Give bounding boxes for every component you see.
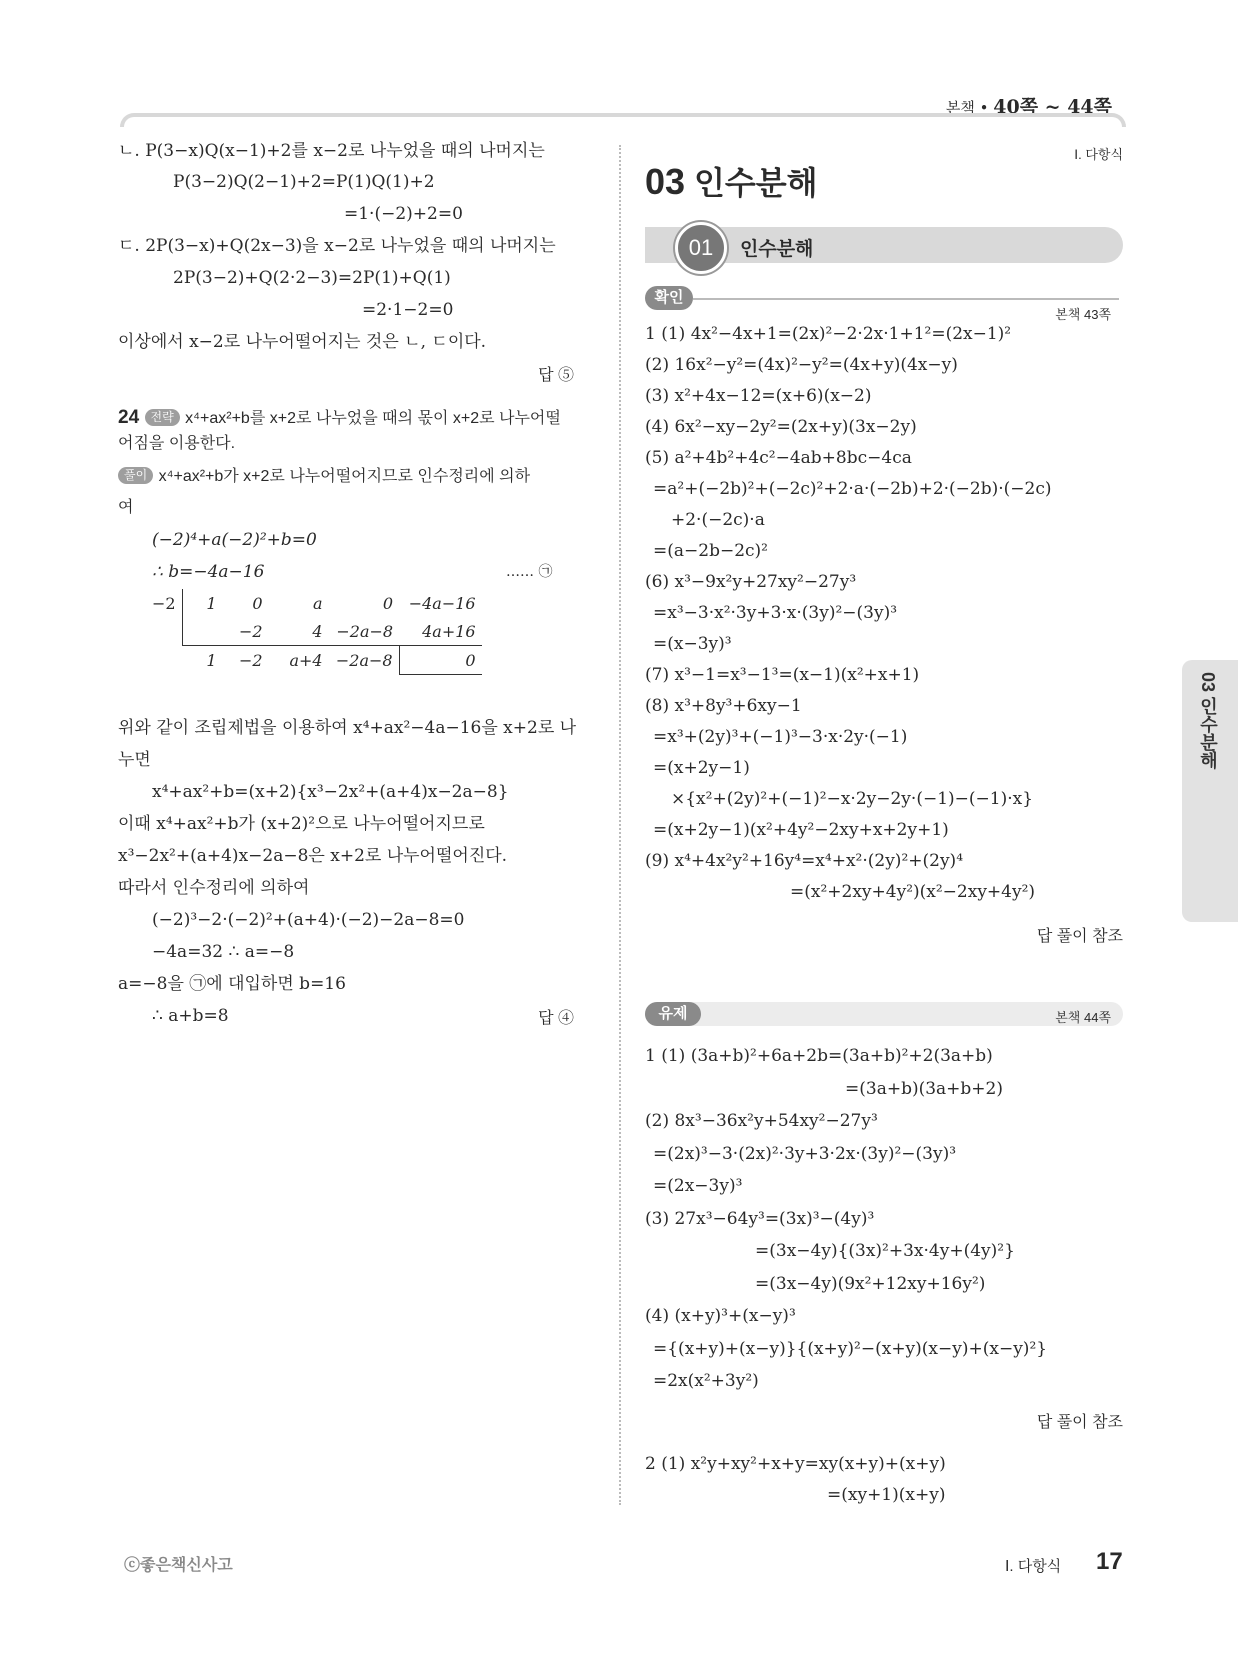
book-ref-label: 본책 [945,99,975,117]
solution-line: =1·(−2)+2=0 [344,204,463,224]
synth-cell: −2 [223,617,269,646]
synth-cell: a [313,593,323,613]
solution-line: =(x−3y)³ [653,634,732,654]
solution-line: (6) x³−9x²y+27xy²−27y³ [645,572,857,592]
solution-line: 이때 x⁴+ax²+b가 (x+2)²으로 나누어떨어지므로 [118,814,485,834]
solution-line: 1 (1) 4x²−4x+1=(2x)²−2·2x·1+1²=(2x−1)² [645,324,1012,344]
solution-line: ㄷ. 2P(3−x)+Q(2x−3)을 x−2로 나누었을 때의 나머지는 [118,236,556,256]
solution-line: 누면 [118,750,151,770]
top-frame-line [120,113,1126,127]
example-bar [645,1002,1123,1026]
solution-line: =(x+2y−1)(x²+4y²−2xy+x+2y+1) [653,820,949,840]
solution-line: =x³+(2y)³+(−1)³−3·x·2y·(−1) [653,727,908,747]
synthetic-division [146,589,482,675]
solution-line: =2x(x²+3y²) [653,1371,759,1391]
equation-mark: …… ㉠ [506,564,553,580]
solution-line: ={(x+y)+(x−y)}{(x+y)²−(x+y)(x−y)+(x−y)²} [653,1338,1048,1359]
solution-line: (3) 27x³−64y³=(3x)³−(4y)³ [645,1208,875,1229]
divisor-cell [146,617,182,646]
synth-cell: 0 [382,593,394,613]
side-tab-label: 03 인수분해 [1198,672,1218,770]
check-ref: 본책 43쪽 [1055,307,1111,322]
hint-text: x⁴+ax²+b를 x+2로 나누었을 때의 몫이 x+2로 나누어떨 [185,410,561,427]
solution-text: x⁴+ax²+b가 x+2로 나누어떨어지므로 인수정리에 의하 [158,468,531,485]
solution-line: 이상에서 x−2로 나누어떨어지는 것은 ㄴ, ㄷ이다. [118,332,487,352]
divisor-cell: −2 [146,589,182,617]
solution-line: =(3a+b)(3a+b+2) [845,1078,1003,1099]
solution-line: (4) 6x²−xy−2y²=(2x+y)(3x−2y) [645,417,917,437]
publisher-logo: ⓒ좋은책신사고 [124,1557,233,1574]
synth-cell: −2 [239,650,263,670]
solution-line: 2P(3−2)+Q(2·2−3)=2P(1)+Q(1) [173,268,451,288]
solution-line: 위와 같이 조립제법을 이용하여 x⁴+ax²−4a−16을 x+2로 나 [118,718,577,738]
hint-text-cont: 어짐을 이용한다. [118,435,236,452]
solution-intro [118,465,530,488]
solution-line: =(2x)³−3·(2x)²·3y+3·2x·(3y)²−(3y)³ [653,1143,957,1164]
chapter-label: Ⅰ. 다항식 [1074,147,1123,162]
example-ref: 본책 44쪽 [1055,1010,1111,1025]
synth-cell: 4 [269,617,329,646]
page-range: 40쪽 ~ 44쪽 [993,96,1112,118]
solution-badge: 풀이 [118,467,153,484]
solution-line: x³−2x²+(a+4)x−2a−8은 x+2로 나누어떨어진다. [118,846,508,866]
page-number: 17 [1096,1548,1123,1575]
check-rule [693,298,1119,300]
solution-line: (3) x²+4x−12=(x+6)(x−2) [645,386,872,406]
solution-line: =x³−3·x²·3y+3·x·(3y)²−(3y)³ [653,603,898,623]
solution-line: ㄴ. P(3−x)Q(x−1)+2를 x−2로 나누었을 때의 나머지는 [118,141,545,161]
synth-cell: 0 [252,593,263,613]
solution-line: =(x+2y−1) [653,758,750,778]
separator: • [974,99,994,117]
solution-line: =(x²+2xy+4y²)(x²−2xy+4y²) [790,882,1036,902]
solution-line: (4) (x+y)³+(x−y)³ [645,1306,796,1326]
synth-cell [182,617,223,646]
solution-text-cont: 여 [118,499,134,516]
equation: (−2)⁴+a(−2)²+b=0 [152,530,317,550]
solution-line: (9) x⁴+4x²y²+16y⁴=x⁴+x²·(2y)²+(2y)⁴ [645,851,964,871]
solution-line: a=−8을 ㉠에 대입하면 b=16 [118,974,346,994]
divisor-cell [146,646,182,675]
solution-line: =(xy+1)(x+y) [827,1485,946,1505]
synth-cell: a+4 [289,650,323,670]
footer-chapter: Ⅰ. 다항식 [1005,1558,1062,1575]
solution-line: P(3−2)Q(2−1)+2=P(1)Q(1)+2 [173,172,435,192]
solution-line: =(3x−4y)(9x²+12xy+16y²) [755,1273,986,1294]
solution-line: =(3x−4y){(3x)²+3x·4y+(4y)²} [755,1241,1015,1261]
solution-line: (5) a²+4b²+4c²−4ab+8bc−4ca [645,448,912,468]
chapter-name: 인수분해 [693,165,818,201]
section-title: 인수분해 [740,239,814,260]
synth-cell: −2a−8 [329,617,400,646]
example-label: 유제 [645,1002,701,1026]
chapter-title [645,158,818,204]
answer-4: 답 ④ [538,1010,574,1027]
solution-line: (2) 16x²−y²=(4x)²−y²=(4x+y)(4x−y) [645,355,958,375]
synth-cell: 1 [206,593,217,613]
solution-line: −4a=32 ∴ a=−8 [152,942,295,962]
solution-line: =2·1−2=0 [362,300,454,320]
solution-line: =(a−2b−2c)² [653,541,768,561]
solution-line: ∴ a+b=8 [152,1006,229,1026]
synth-cell: 0 [399,646,482,675]
q24-hint-line [118,407,561,430]
synth-cell: 4a+16 [399,617,482,646]
synth-cell: −4a−16 [408,593,476,613]
solution-line: (−2)³−2·(−2)²+(a+4)·(−2)−2a−8=0 [152,910,465,930]
chapter-number: 03 [645,161,686,202]
solution-line: =(2x−3y)³ [653,1176,743,1196]
column-divider [619,145,621,1505]
solution-line: (7) x³−1=x³−1³=(x−1)(x²+x+1) [645,665,920,685]
check-label: 확인 [645,286,693,310]
equation: ∴ b=−4a−16 [152,562,265,582]
solution-line: x⁴+ax²+b=(x+2){x³−2x²+(a+4)x−2a−8} [152,782,509,802]
synth-cell: −2a−8 [335,650,393,670]
example-answer: 답 풀이 참조 [1036,1414,1123,1431]
check-answer: 답 풀이 참조 [1036,928,1123,945]
answer-5: 답 ⑤ [538,367,574,384]
solution-line: =a²+(−2b)²+(−2c)²+2·a·(−2b)+2·(−2b)·(−2c) [653,479,1052,499]
section-number: 01 [675,222,727,274]
synth-cell: 1 [206,650,217,670]
solution-line: 따라서 인수정리에 의하여 [118,878,310,898]
solution-line: +2·(−2c)·a [671,510,765,530]
solution-line: (8) x³+8y³+6xy−1 [645,696,802,716]
solution-line: ×{x²+(2y)²+(−1)²−x·2y−2y·(−1)−(−1)·x} [671,789,1034,809]
solution-line: 2 (1) x²y+xy²+x+y=xy(x+y)+(x+y) [645,1454,946,1474]
hint-badge: 전략 [145,409,180,426]
solution-line: (2) 8x³−36x²y+54xy²−27y³ [645,1111,878,1131]
question-number: 24 [118,407,140,428]
solution-line: 1 (1) (3a+b)²+6a+2b=(3a+b)²+2(3a+b) [645,1046,993,1066]
